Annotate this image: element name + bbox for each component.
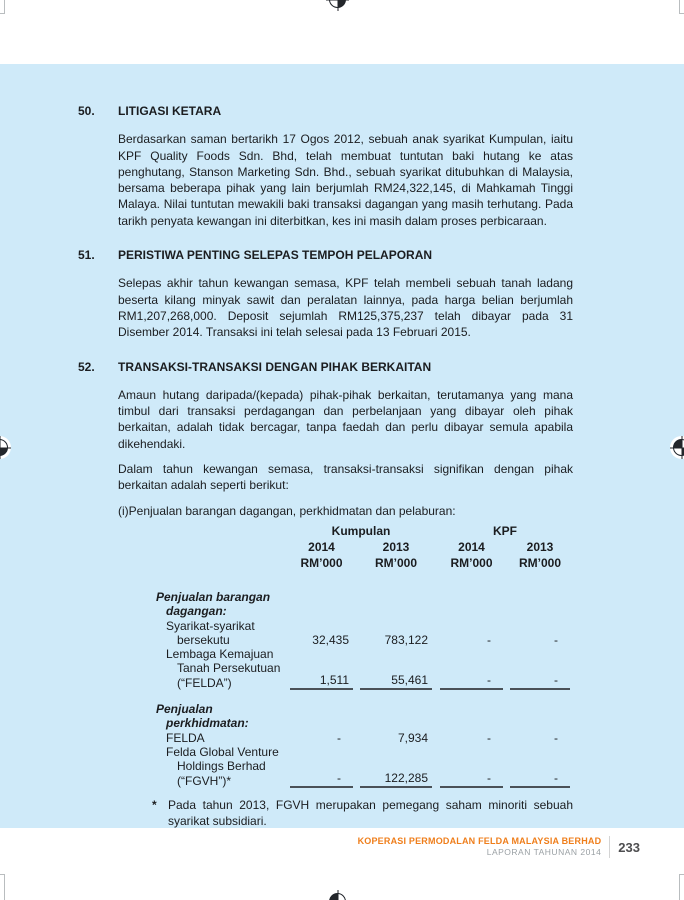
footer-report-title: LAPORAN TAHUNAN 2014	[486, 847, 602, 857]
label-line: bersekutu	[177, 632, 230, 647]
section-number: 52.	[78, 359, 95, 374]
label-line: (“FGVH”)*	[177, 773, 231, 788]
registration-mark-top	[329, 0, 346, 8]
footer-company-name: KOPERASI PERMODALAN FELDA MALAYSIA BERHAD	[357, 836, 602, 846]
table-spacer	[152, 555, 290, 571]
table-year-header-row	[152, 539, 573, 555]
year-header: 2013	[526, 539, 554, 554]
table-cell: -	[440, 673, 503, 690]
crop-mark-top-right	[679, 13, 684, 14]
section-52	[78, 359, 573, 519]
table-row	[152, 647, 573, 690]
section-50	[78, 103, 573, 229]
footnote-marker: *	[152, 797, 157, 812]
table-cell: -	[337, 730, 341, 745]
table-cell: -	[487, 632, 491, 647]
table-unit-header-row	[152, 555, 573, 571]
group-header-kpf: KPF	[493, 523, 517, 538]
row-label	[152, 619, 290, 648]
crop-mark-bottom-right	[679, 874, 680, 900]
table-group-header-row	[152, 523, 573, 539]
table-cell: -	[440, 771, 503, 788]
transactions-table	[152, 523, 573, 788]
table-cell: -	[554, 730, 558, 745]
footer-divider	[609, 836, 610, 858]
section-title: PERISTIWA PENTING SELEPAS TEMPOH PELAPORAN	[118, 248, 433, 263]
table-spacer	[152, 523, 290, 539]
table-cell: -	[487, 730, 491, 745]
crop-mark-top-right	[679, 0, 680, 14]
table-cell: 32,435	[312, 632, 349, 647]
table-cell: 1,511	[290, 673, 353, 690]
year-header: 2013	[382, 539, 410, 554]
paragraph: (i)Penjualan barangan dagangan, perkhidmatan dan pelaburan:	[118, 503, 456, 518]
label-line: Syarikat-syarikat	[166, 618, 255, 633]
table-cell: -	[290, 771, 353, 788]
table-section-label	[152, 590, 573, 619]
table-cell: -	[510, 771, 570, 788]
table-row	[152, 731, 573, 745]
document-page	[0, 64, 684, 828]
table-spacer	[152, 539, 290, 555]
crop-mark-top-left	[4, 0, 5, 14]
row-label	[152, 731, 290, 745]
registration-mark-bottom	[329, 893, 346, 900]
label-line: (“FELDA”)	[177, 675, 232, 690]
label-line: dagangan:	[166, 604, 227, 619]
paragraph: Dalam tahun kewangan semasa, transaksi-transaksi signifikan dengan pihak berkaitan adalah seperti berikut:	[118, 462, 573, 493]
table-cell: 55,461	[360, 673, 432, 690]
unit-header: RM’000	[374, 555, 418, 570]
unit-header: RM’000	[450, 555, 493, 570]
table-section-label	[152, 702, 573, 731]
section-number: 51.	[78, 248, 95, 263]
paragraph: Selepas akhir tahun kewangan semasa, KPF telah membeli sebuah tanah ladang beserta kilang minyak sawit dan peralatan lainnya, pada harga belian berjumlah RM1,207,268,000. Deposit sejumlah RM125,375,237 telah dibayar pada 31 Disember 2014. Transaksi ini telah selesai pada 13 Februari 2015.	[118, 276, 573, 340]
label-line: Holdings Berhad	[177, 759, 266, 774]
year-header: 2014	[458, 539, 485, 554]
footer-text-block	[358, 836, 602, 858]
table-cell: 783,122	[384, 632, 428, 647]
label-line: Penjualan barangan	[156, 589, 271, 604]
table-cell: -	[554, 632, 558, 647]
page-number: 233	[618, 839, 640, 855]
label-line: Lembaga Kemajuan	[166, 647, 274, 662]
label-line: Tanah Persekutuan	[177, 661, 281, 676]
section-body	[118, 247, 573, 340]
section-body	[118, 103, 573, 229]
table-cell: -	[510, 673, 570, 690]
table-cell: 122,285	[360, 771, 432, 788]
table-body	[152, 590, 573, 788]
table-cell: 7,934	[397, 730, 428, 745]
label-line: perkhidmatan:	[166, 716, 249, 731]
section-title: LITIGASI KETARA	[118, 104, 222, 118]
table-row	[152, 745, 573, 788]
unit-header: RM’000	[518, 555, 562, 570]
section-body	[118, 359, 573, 519]
footnote-text: Pada tahun 2013, FGVH merupakan pemegang saham minoriti sebuah syarikat subsidiari.	[168, 797, 573, 828]
section-paragraphs	[118, 275, 573, 340]
row-label	[152, 745, 290, 788]
year-header: 2014	[308, 539, 335, 554]
label-line: Felda Global Venture	[166, 744, 279, 759]
crop-mark-bottom-left	[4, 874, 5, 900]
crop-mark-top-left	[0, 13, 5, 14]
unit-header: RM’000	[300, 555, 343, 570]
section-paragraphs	[118, 131, 573, 229]
section-title: TRANSAKSI-TRANSAKSI DENGAN PIHAK BERKAITAN	[118, 359, 432, 374]
section-number: 50.	[78, 104, 95, 118]
section-51	[78, 247, 573, 340]
row-label	[152, 647, 290, 690]
paragraph: Amaun hutang daripada/(kepada) pihak-pihak berkaitan, terutamanya yang mana timbul dari transaksi perdagangan dan perbelanjaan yang dibayar oleh pihak berkaitan, adalah tidak bercagar, tanpa faedah dan perlu dibayar semula apabila dikehendaki.	[118, 387, 573, 451]
table-row	[152, 619, 573, 648]
footnote	[152, 797, 573, 829]
page-footer	[358, 836, 640, 858]
registration-mark-right	[673, 439, 684, 456]
group-header-kumpulan: Kumpulan	[331, 523, 391, 538]
label-line: FELDA	[166, 730, 205, 745]
paragraph: Berdasarkan saman bertarikh 17 Ogos 2012, sebuah anak syarikat Kumpulan, iaitu KPF Quality Foods Sdn. Bhd, telah membuat tuntutan baki hutang ke atas penghutang, Stanson Marketing Sdn. Bhd., sebuah syarikat ditubuhkan di Malaysia, bersama beberapa pihak yang lain berjumlah RM24,322,145, di Mahkamah Tinggi Malaya. Nilai tuntutan mewakili baki transaksi dagangan yang masih terhutang. Pada tarikh penyata kewangan ini diterbitkan, kes ini masih dalam proses perbicaraan.	[118, 132, 573, 228]
section-paragraphs	[118, 387, 573, 519]
label-line: Penjualan	[156, 702, 213, 717]
